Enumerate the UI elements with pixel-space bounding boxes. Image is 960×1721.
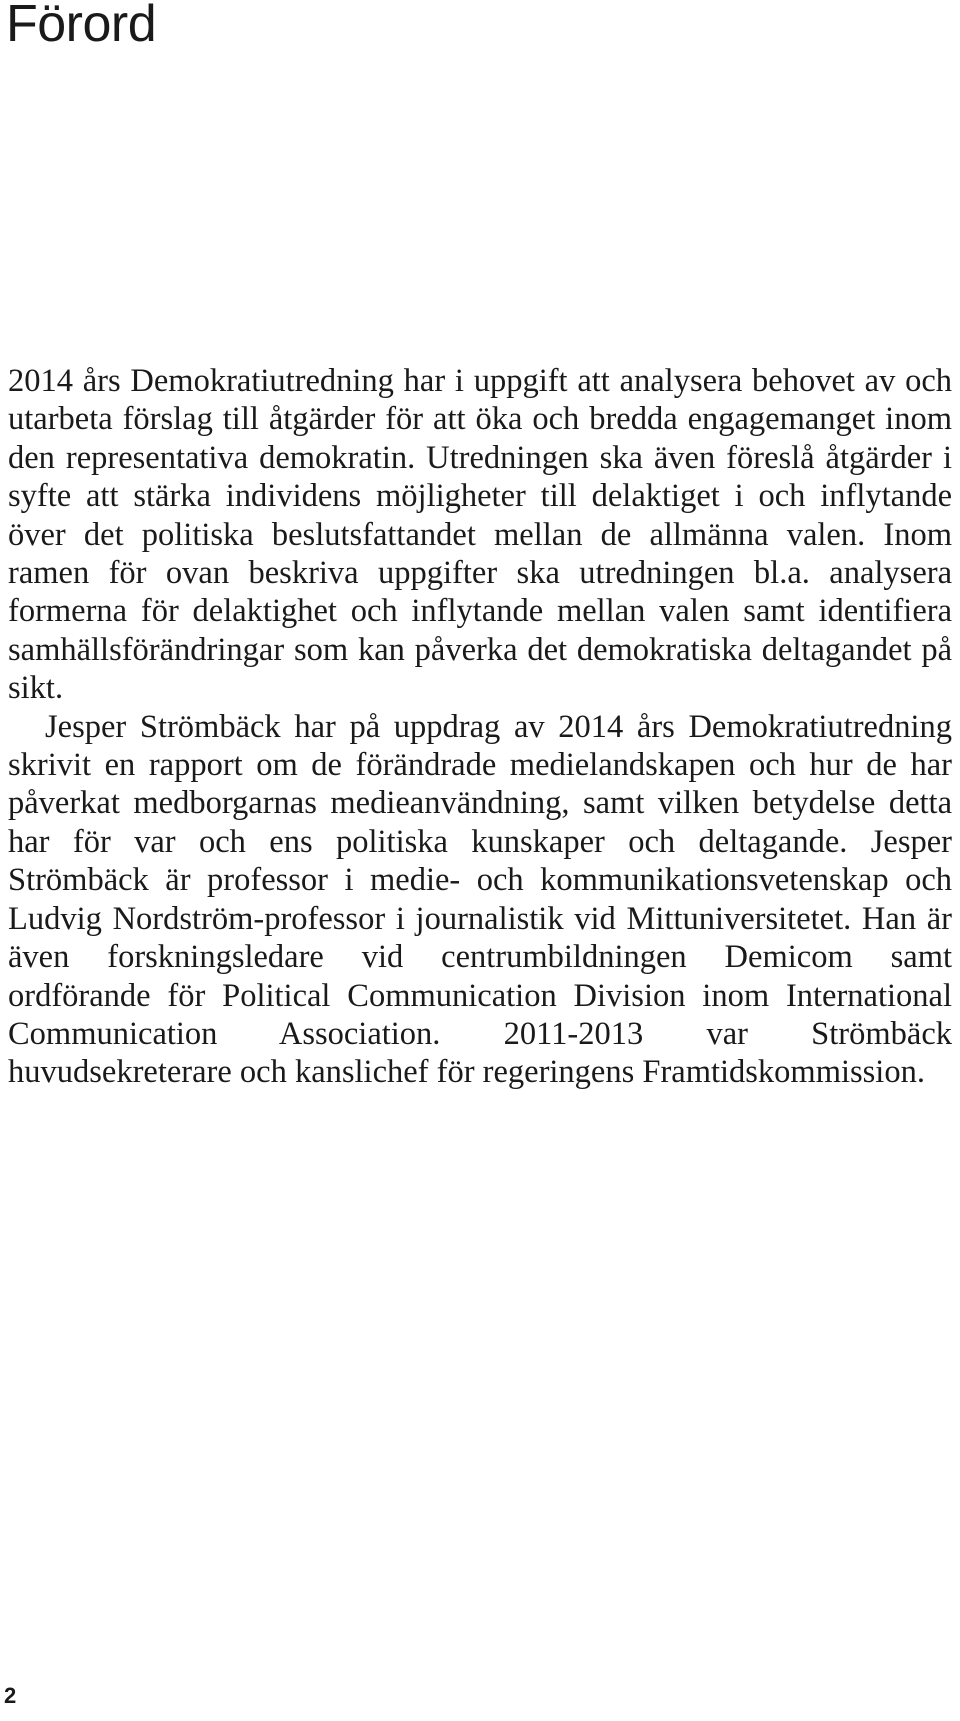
- page-number: 2: [4, 1683, 17, 1708]
- paragraph-author: Jesper Strömbäck har på uppdrag av 2014 års Demokratiutredning skrivit en rapport om de förändrade medielandskapen och hur de har påverkat medborgarnas medieanvändning, samt vilken betydelse detta har för var och ens politiska kunskaper och deltagande. Jesper Strömbäck är professor i medie- och kommunikationsvetenskap och Ludvig Nordström-professor i journalistik vid Mittuniversitetet. Han är även forskningsledare vid centrumbildningen Demicom samt ordförande för Political Communication Division inom International Communication Association. 2011-2013 var Strömbäck huvudsekreterare och kanslichef för regeringens Framtidskommission.: [8, 708, 952, 1091]
- body-text: [8, 362, 952, 1092]
- page-title: Förord: [6, 0, 157, 53]
- paragraph-intro: 2014 års Demokratiutredning har i uppgift att analysera behovet av och utarbeta förslag till åtgärder för att öka och bredda engagemanget inom den representativa demokratin. Utredningen ska även föreslå åtgärder i syfte att stärka individens möjligheter till delaktiget i och inflytande över det politiska beslutsfattandet mellan de allmänna valen. Inom ramen för ovan beskriva uppgifter ska utredningen bl.a. analysera formerna för delaktighet och inflytande mellan valen samt identifiera samhällsförändringar som kan påverka det demokratiska deltagandet på sikt.: [8, 363, 952, 707]
